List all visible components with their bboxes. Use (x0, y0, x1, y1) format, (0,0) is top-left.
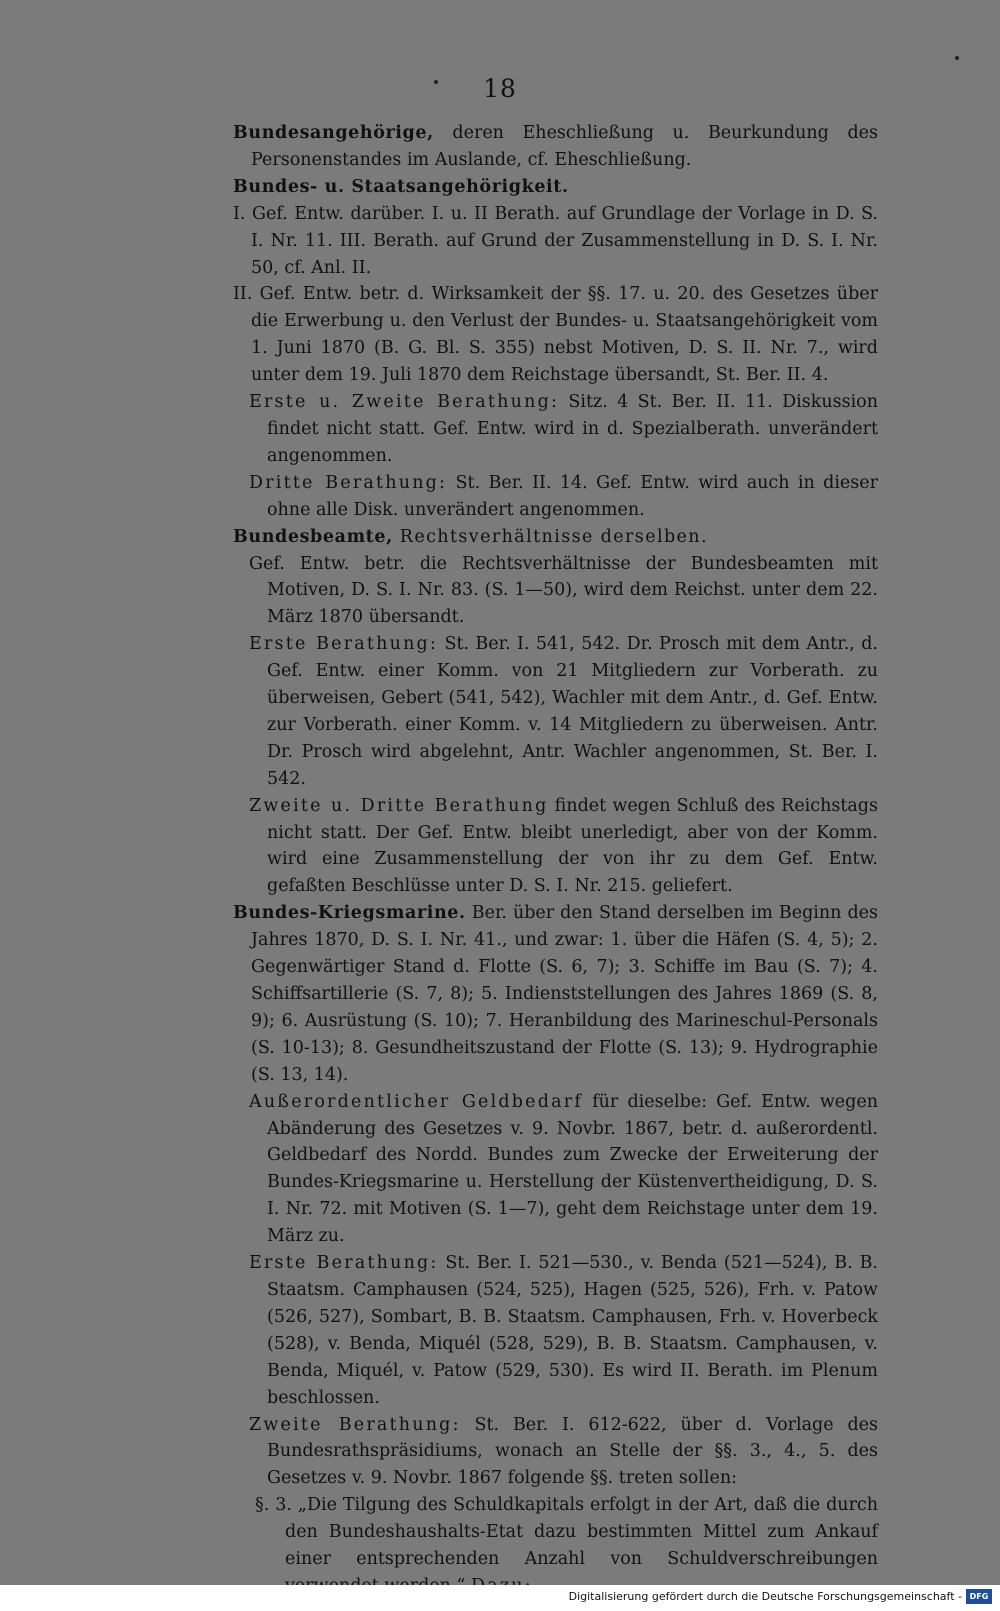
entry-keyword: Bundesbeamte, (233, 526, 393, 547)
section-text: findet wegen Schluß des Reichstags nicht statt. Der Gef. Entw. bleibt unerledigt, aber von der Komm. wird eine Zusammenstellung der von ihr zu dem Gef. Entw. gefaßten Beschlüsse unter D. S. I. Nr. 215. geliefert. (267, 795, 878, 897)
section-text: St. Ber. I. 541, 542. Dr. Prosch mit dem Antr., d. Gef. Entw. einer Komm. von 21 Mitgliedern zur Vorberath. zu überweisen, Gebert (541, 542), Wachler mit dem Antr., d. Gef. Entw. zur Vorberath. einer Komm. v. 14 Mitgliedern zu überweisen. Antr. Dr. Prosch wird abgelehnt, Antr. Wachler angenommen, St. Ber. I. 542. (267, 634, 878, 789)
entry-text: Ber. über den Stand derselben im Beginn des Jahres 1870, D. S. I. Nr. 41., und zwar: 1. über die Häfen (S. 4, 5); 2. Gegenwärtiger Stand d. Flotte (S. 6, 7); 3. Schiffe im Bau (S. 7); 4. Schiffsartillerie (S. 7, 8); 5. Indienststellungen des Jahres 1869 (S. 8, 9); 6. Ausrüstung (S. 10); 7. Heranbildung des Marineschul-Personals (S. 10-13); 8. Gesundheitszustand der Flotte (S. 13); 9. Hydrographie (S. 13, 14). (251, 903, 878, 1085)
index-entry-bundesangehoerige (233, 120, 878, 174)
section-text: Gef. Entw. betr. die Rechtsverhältnisse der Bundesbeamten mit Motiven, D. S. I. Nr. 83. (S. 1—50), wird dem Reichst. unter dem 22. März 1870 übersandt. (249, 553, 878, 628)
section-label: Außerordentlicher Geldbedarf (249, 1091, 584, 1112)
section-label: Zweite u. Dritte Berathung (249, 795, 549, 816)
index-entry-bundesbeamte (233, 524, 878, 551)
entry-heading: Bundes- u. Staatsangehörigkeit. (233, 176, 569, 197)
section-label: Zweite Berathung: (249, 1414, 461, 1435)
page-number: 18 (483, 74, 517, 103)
section-text: St. Ber. I. 612-622, über d. Vorlage des Bundesrathspräsidiums, wonach an Stelle der §§. 3., 4., 5. des Gesetzes v. 9. Novbr. 1867 folgende §§. treten sollen: (267, 1414, 878, 1489)
footer-bar (0, 1585, 1000, 1611)
entry-keyword: Bundes-Kriegsmarine. (233, 903, 466, 924)
index-entry-kriegsmarine (233, 900, 878, 1088)
entry-text: deren Eheschließung u. Beurkundung des Personenstandes im Auslande, cf. Eheschließung. (251, 123, 878, 170)
list-item (233, 389, 878, 470)
list-item (233, 631, 878, 792)
list-item: I. Gef. Entw. darüber. I. u. II Berath. auf Grundlage der Vorlage in D. S. I. Nr. 11. III. Berath. auf Grund der Zusammenstellung in D. S. I. Nr. 50, cf. Anl. II. (233, 203, 878, 278)
section-label: Erste Berathung: (249, 1253, 439, 1274)
list-item (233, 1412, 878, 1493)
section-text: St. Ber. I. 521—530., v. Benda (521—524), B. B. Staatsm. Camphausen (524, 525), Hagen (525, 526), Frh. v. Patow (526, 527), Sombart, B. B. Staatsm. Camphausen, Frh. v. Hoverbeck (528), v. Benda, Miquél (528, 529), B. B. Staatsm. Camphausen, v. Benda, Miquél, v. Patow (529, 530). Es wird II. Berath. im Plenum beschlossen. (267, 1253, 878, 1408)
list-item (233, 1250, 878, 1411)
section-text: für dieselbe: Gef. Entw. wegen Abänderung des Gesetzes v. 9. Novbr. 1867, betr. d. außerordentl. Geldbedarf des Nordd. Bundes zum Zwecke der Erweiterung der Bundes-Kriegsmarine u. Herstellung der Küstenvertheidigung, D. S. I. Nr. 72. mit Motiven (S. 1—7), geht dem Reichstage unter dem 19. März zu. (267, 1091, 878, 1247)
paragraph-label: §. 3. (255, 1495, 292, 1516)
section-label: Erste Berathung: (249, 634, 439, 655)
index-entry-staatsangehoerigkeit (233, 174, 878, 201)
section-text: St. Ber. II. 14. Gef. Entw. wird auch in dieser ohne alle Disk. unverändert angenommen. (267, 472, 878, 520)
section-label: Dritte Berathung: (249, 472, 448, 493)
entry-subtitle: Rechtsverhältnisse derselben. (392, 526, 708, 547)
paragraph-text: „Die Tilgung des Schuldkapitals erfolgt in der Art, daß die durch den Bundeshaushalts-Etat dazu bestimmten Mittel zum Ankauf einer entsprechenden Anzahl von Schuldverschreibungen (285, 1495, 879, 1570)
scan-speck (955, 56, 959, 60)
list-item (233, 551, 878, 632)
funding-notice: Digitalisierung gefördert durch die Deutsche Forschungsgemeinschaft - (568, 1590, 962, 1603)
dfg-logo-icon: DFG (966, 1589, 992, 1604)
list-item (233, 470, 878, 524)
section-text: Sitz. 4 St. Ber. II. 11. Diskussion findet nicht statt. Gef. Entw. wird in d. Spezialberath. unverändert angenommen. (267, 392, 878, 466)
list-item: II. Gef. Entw. betr. d. Wirksamkeit der §§. 17. u. 20. des Gesetzes über die Erwerbung u. den Verlust der Bundes- u. Staatsangehörigkeit vom 1. Juni 1870 (B. G. Bl. S. 355) nebst Motiven, D. S. II. Nr. 7., wird unter dem 19. Juli 1870 dem Reichstage übersandt, St. Ber. II. 4. (233, 284, 878, 386)
list-item (233, 1089, 878, 1250)
section-label: Erste u. Zweite Berathung: (249, 392, 560, 413)
entry-keyword: Bundesangehörige, (233, 123, 434, 143)
index-text (233, 120, 878, 1600)
list-item (233, 793, 878, 901)
law-paragraph (233, 1492, 878, 1600)
